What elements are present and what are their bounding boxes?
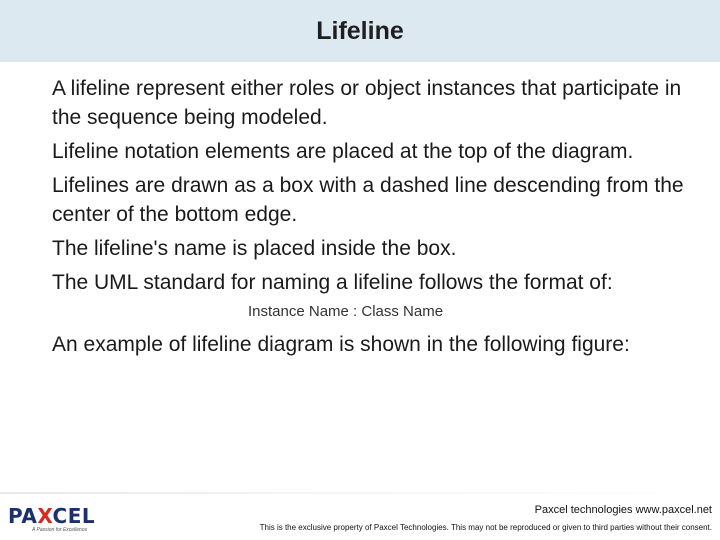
slide-body (52, 74, 692, 364)
title-bar (0, 0, 720, 62)
paxcel-logo (8, 506, 104, 538)
paragraph-name-placement: The lifeline's name is placed inside the box. (52, 237, 457, 260)
footer-company: Paxcel technologies www.paxcel.net (534, 504, 712, 516)
logo-tagline: A Passion for Excellence (32, 527, 88, 533)
paragraph-naming-standard: The UML standard for naming a lifeline follows the format of: (52, 271, 613, 294)
paragraph-notation-placement: Lifeline notation elements are placed at the top of the diagram. (52, 140, 634, 163)
footer-divider (0, 492, 720, 494)
logo-wordmark: PAXCEL (8, 504, 96, 528)
paragraph-box-description: Lifelines are drawn as a box with a dashed line descending from the center of the bottom edge. (52, 174, 684, 226)
naming-format-example: Instance Name : Class Name (248, 303, 444, 320)
footer-legal-notice: This is the exclusive property of Paxcel Technologies. This may not be reproduced or given to third parties without their consent. (259, 523, 712, 532)
paragraph-example-intro: An example of lifeline diagram is shown in the following figure: (52, 333, 630, 356)
paragraph-lifeline-definition: A lifeline represent either roles or object instances that participate in the sequence being modeled. (52, 77, 682, 129)
slide-title: Lifeline (316, 16, 404, 45)
